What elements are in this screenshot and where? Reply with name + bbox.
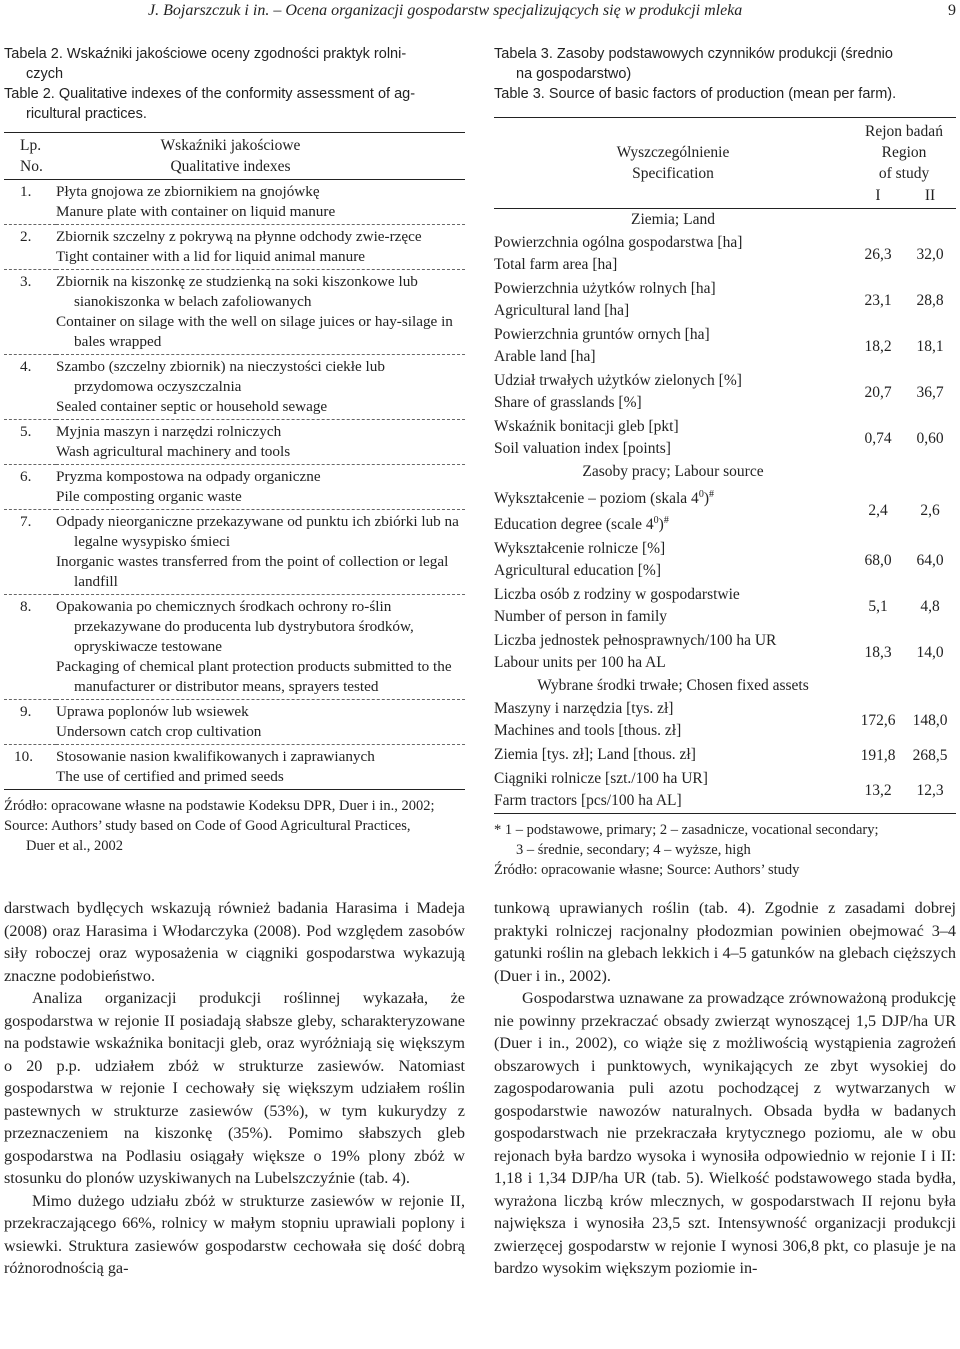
table3-value-II: 4,8	[920, 597, 940, 615]
table3-value-II: 14,0	[916, 643, 944, 661]
table3-row-en-text: Education degree (scale 4	[494, 516, 654, 534]
table2-row-en: Pile composting organic waste	[56, 488, 242, 505]
table2-row	[4, 180, 465, 225]
table3-row-en: Soil valuation index [points]	[494, 440, 671, 457]
table2-row-number: 6.	[4, 465, 56, 510]
table3-row-label	[494, 767, 852, 814]
table3-row	[494, 277, 956, 323]
table2-row-text	[56, 465, 465, 510]
table3-row-pl	[494, 484, 852, 510]
table3-row-pl-tail: )	[703, 490, 709, 508]
table2-head-col-pl: Wskaźniki jakościowe	[160, 137, 301, 154]
table3-value-I: 172,6	[860, 711, 896, 729]
table3-value-II: 2,6	[920, 501, 940, 519]
table2-row-text	[56, 420, 465, 465]
table2-row-en: Packaging of chemical plant protection products submitted to the manufacturer or distributor means, sprayers tested	[56, 658, 452, 695]
table3-value-I: 2,4	[868, 501, 888, 519]
table3-row-en: Total farm area [ha]	[494, 256, 618, 273]
table3-row-label	[494, 537, 852, 583]
table3-footnote-3: Źródło: opracowanie własne; Source: Authors’ study	[494, 862, 800, 879]
table3-row	[494, 323, 956, 369]
table3-row-pl-mark: #	[708, 489, 714, 500]
table3-caption-pl-1: Tabela 3. Zasoby podstawowych czynników produkcji (średnio	[494, 46, 893, 62]
table3-row	[494, 231, 956, 277]
table2-row-number: 7.	[4, 510, 56, 595]
table3-section-assets	[494, 675, 956, 697]
table2-caption-pl-2: czych	[26, 66, 64, 82]
page-number: 9	[948, 2, 956, 19]
table2-row	[4, 465, 465, 510]
table3-footnote-2: 3 – średnie, secondary; 4 – wyższe, high	[516, 842, 751, 859]
table3-footnote	[494, 820, 956, 880]
table3-row-label	[494, 323, 852, 369]
body-left-p3: Mimo dużego udziału zbóż w strukturze zasiewów w rejonie II, przekraczającego 66%, rolnicy w małym stopniu uprawiali poplony i wsiewki. Struktura zasiewów gospodarstw cechowała się dość dobrą różnorodnością ga-	[4, 1191, 465, 1277]
table2-row-en: Undersown catch crop cultivation	[56, 723, 262, 740]
table2-head-no	[4, 133, 56, 180]
table2-block	[4, 44, 465, 856]
table3-value-II: 18,1	[916, 337, 944, 355]
table2-head-col	[56, 133, 465, 180]
table3-value-I: 18,3	[864, 643, 892, 661]
table2-row-pl: Szambo (szczelny zbiornik) na nieczystości ciekłe lub przydomowa oczyszczalnia	[56, 358, 385, 395]
table3-section-land	[494, 209, 956, 232]
table3-row-pl: Udział trwałych użytków zielonych [%]	[494, 372, 742, 389]
table3-caption-en: Table 3. Source of basic factors of production (mean per farm).	[494, 86, 897, 102]
table2-caption-pl-1: Tabela 2. Wskaźniki jakościowe oceny zgodności praktyk rolni-	[4, 46, 407, 62]
table2-row-en: Wash agricultural machinery and tools	[56, 443, 291, 460]
table3-value-I: 191,8	[860, 746, 896, 764]
table2-head-no-en: No.	[20, 158, 43, 175]
table3-row-label	[494, 583, 852, 629]
table3-row-label	[494, 483, 852, 537]
table3-head-region-2: Region	[881, 144, 927, 161]
table3-head-II: II	[904, 184, 956, 209]
table3-value-I: 20,7	[864, 383, 892, 401]
table3-head-region-3: of study	[878, 165, 930, 182]
table3-value-II: 148,0	[912, 711, 948, 729]
table3-row-en: Number of person in family	[494, 608, 668, 626]
table2	[4, 132, 465, 790]
table2-row-number: 2.	[4, 225, 56, 270]
table3-head-region	[852, 118, 956, 185]
table3-row-pl: Ziemia [tys. zł]; Land [thous. zł]	[494, 746, 696, 764]
table3-value-II: 64,0	[916, 551, 944, 569]
body-text-right	[494, 897, 956, 1280]
table2-row	[4, 420, 465, 465]
table3-row	[494, 483, 956, 537]
table3-row-label	[494, 629, 852, 675]
body-right-p1: tunkową uprawianych roślin (tab. 4). Zgodnie z zasadami dobrej praktyki rolniczej racjonalny płodozmian powinien obejmować 3–4 gatunki roślin na glebach lekkich i 4–5 gatunków na glebach cięższych (Duer i in., 2002).	[494, 899, 956, 985]
table2-row-text	[56, 270, 465, 355]
table2-row-number: 4.	[4, 355, 56, 420]
table3-section-labour	[494, 461, 956, 483]
table2-row-pl: Odpady nieorganiczne przekazywane od punktu ich zbiórki lub na legalne wysypisko śmieci	[56, 513, 459, 550]
table3-row-en: Agricultural land [ha]	[494, 302, 630, 319]
table3-header-row	[494, 118, 956, 185]
table2-row-text	[56, 510, 465, 595]
table2-source	[4, 796, 465, 856]
table2-row	[4, 595, 465, 700]
table3-row-en: Machines and tools [thous. zł]	[494, 722, 682, 740]
table2-row-text	[56, 700, 465, 745]
table3-row-en-mark: #	[663, 515, 669, 527]
table2-source-1: Źródło: opracowane własne na podstawie Kodeksu DPR, Duer i in., 2002;	[4, 798, 435, 814]
table3-value-I: 13,2	[852, 767, 904, 814]
table3-row	[494, 743, 956, 767]
table3-value-II: 32,0	[916, 245, 944, 263]
table3-row-label	[494, 369, 852, 415]
table3-section-assets-label: Wybrane środki trwałe; Chosen fixed assets	[537, 677, 809, 695]
table3-row-label	[494, 697, 852, 743]
table2-caption	[4, 44, 465, 124]
table2-row	[4, 700, 465, 745]
table2-row-en: Sealed container septic or household sewage	[56, 398, 328, 415]
table3-row	[494, 415, 956, 461]
table2-row-number: 8.	[4, 595, 56, 700]
table2-row-en: Inorganic wastes transferred from the point of collection or legal landfill	[56, 553, 449, 590]
table3-value-II: 28,8	[916, 291, 944, 309]
table2-row-text	[56, 745, 465, 790]
table3-value-II: 0,60	[916, 429, 944, 447]
table2-row-pl: Płyta gnojowa ze zbiornikiem na gnojówkę	[56, 183, 320, 200]
table2-row-number: 9.	[4, 700, 56, 745]
table3-row-en: Share of grasslands [%]	[494, 394, 642, 411]
table2-row-pl: Uprawa poplonów lub wsiewek	[56, 703, 249, 720]
body-left-p2: Analiza organizacji produkcji roślinnej wykazała, że gospodarstwa w rejonie II posiadają słabsze gleby, scharakteryzowane na podstawie wskaźnika bonitacji gleb, oraz wyróżniają się większym o 20 p.p. udziałem zbóż w strukturze zasiewów. Natomiast gospodarstwa w rejonie I cechowały się większym udziałem roślin pastewnych w strukturze zasiewów (53%), w tym kukurydzy z przeznaczeniem na kiszonkę (35%). Pomimo słabszych gleb gospodarstwa na Podlasiu osiągały większe o 19% plony zbóż w stosunku do plonów uzyskiwanych na Lubelszczyźnie (tab. 4).	[4, 989, 465, 1187]
table2-caption-en-2: ricultural practices.	[26, 106, 147, 122]
table2-row-pl: Myjnia maszyn i narzędzi rolniczych	[56, 423, 282, 440]
table3-value-I: 5,1	[868, 597, 888, 615]
table3-row-pl: Powierzchnia ogólna gospodarstwa [ha]	[494, 234, 743, 251]
table3-row-pl: Powierzchnia gruntów ornych [ha]	[494, 326, 710, 343]
table2-source-2: Source: Authors’ study based on Code of Good Agricultural Practices,	[4, 818, 411, 834]
table2-row-text	[56, 595, 465, 700]
table2-row	[4, 510, 465, 595]
table3-row-pl: Maszyny i narzędzia [tys. zł]	[494, 700, 674, 718]
body-right-p2: Gospodarstwa uznawane za prowadzące zrównoważoną produkcję nie powinny przekraczać obsady zwierząt wynoszącej 1,5 DJP/ha UR (Duer i in., 2002), co wiąże się z możliwością wystąpienia zagrożeń obszarowych i punktowych, wynikających ze zbyt wysokiej do zagospodarowania puli azotu pochodzącej z wytwarzanych w gospodarstwie nawozów naturalnych. Obsada bydła w badanych gospodarstwach nie przekraczała krytycznego poziomu, ale w obu rejonach była bardzo wysoka i wynosiła odpowiednio w rejonie I i II: 1,18 i 1,34 DJP/ha UR (tab. 5). Wielkość podstawowego stada bydła, wyrażona liczbą krów mlecznych, w gospodarstwach II rejonu była największa i wynosiła 23,5 szt. Intensywność organizacji produkcji zwierzęcej gospodarstw w rejonie I wynosi 306,8 pkt, co plasuje je na bardzo wysokim większym poziomie in-	[494, 989, 956, 1277]
table2-row-number: 1.	[4, 180, 56, 225]
table3-row-en: Labour units per 100 ha AL	[494, 654, 666, 672]
table3-row-pl: Powierzchnia użytków rolnych [ha]	[494, 280, 716, 297]
table3-row-en-tail: )	[658, 516, 664, 534]
table3-head-spec	[494, 118, 852, 209]
table2-row	[4, 355, 465, 420]
table3-row-pl: Wskaźnik bonitacji gleb [pkt]	[494, 418, 679, 435]
table2-row-en: The use of certified and primed seeds	[56, 768, 284, 785]
running-header	[0, 2, 960, 24]
table2-row-en: Tight container with a lid for liquid animal manure	[56, 248, 366, 265]
table3-value-I: 26,3	[864, 245, 892, 263]
table2-head-col-en: Qualitative indexes	[170, 158, 291, 175]
table2-caption-en-1: Table 2. Qualitative indexes of the conformity assessment of ag-	[4, 86, 416, 102]
table3-row-en: Arable land [ha]	[494, 348, 596, 365]
table2-row-number: 10.	[4, 745, 56, 790]
table3-row-label	[494, 415, 852, 461]
table2-row	[4, 745, 465, 790]
table2-row-number: 3.	[4, 270, 56, 355]
table3-value-II: 268,5	[912, 746, 948, 764]
table3-row-pl: Ciągniki rolnicze [szt./100 ha UR]	[494, 770, 708, 788]
table2-head-no-pl: Lp.	[20, 137, 42, 154]
header-title: J. Bojarszczuk i in. – Ocena organizacji gospodarstw specjalizujących się w produkcji mleka	[148, 2, 743, 19]
table2-row-text	[56, 180, 465, 225]
table3-footnote-1: * 1 – podstawowe, primary; 2 – zasadnicze, vocational secondary;	[494, 822, 879, 839]
table3-row-en: Agricultural education [%]	[494, 562, 661, 580]
table3-section-land-label: Ziemia; Land	[631, 211, 715, 228]
table3-head-I: I	[852, 184, 904, 209]
table2-row-text	[56, 355, 465, 420]
table3-value-I: 18,2	[864, 337, 892, 355]
table2-row	[4, 225, 465, 270]
table3-row-en-sup: 0	[653, 515, 659, 527]
table3-section-labour-label: Zasoby pracy; Labour source	[582, 463, 764, 480]
table3-row-pl: Wykształcenie rolnicze [%]	[494, 540, 666, 558]
table3-row-pl: Liczba osób z rodziny w gospodarstwie	[494, 586, 740, 604]
table2-row-number: 5.	[4, 420, 56, 465]
table3-row	[494, 583, 956, 629]
table3-row-pl: Liczba jednostek pełnosprawnych/100 ha UR	[494, 632, 777, 650]
table2-row-en: Container on silage with the well on silage juices or hay-silage in bales wrapped	[56, 313, 453, 350]
table3-row-pl-text: Wykształcenie – poziom (skala 4	[494, 490, 699, 508]
table3-value-I: 68,0	[864, 551, 892, 569]
table3-value-II: 12,3	[904, 767, 956, 814]
table3-caption-pl-2: na gospodarstwo)	[516, 66, 632, 82]
table3-caption	[494, 44, 956, 104]
table2-row-pl: Stosowanie nasion kwalifikowanych i zaprawianych	[56, 748, 375, 765]
table3-block	[494, 44, 956, 880]
table2-row-pl: Zbiornik na kiszonkę ze studzienką na soki kiszonkowe lub sianokiszonka w belach zafoliowanych	[56, 273, 418, 310]
table2-source-3: Duer et al., 2002	[26, 838, 124, 854]
table2-header-row	[4, 133, 465, 180]
table3-row	[494, 697, 956, 743]
body-left-p1: darstwach bydlęcych wskazują również badania Harasima i Madeja (2008) oraz Harasima i Włodarczyka (2008). Pod względem zasobów siły roboczej oraz wyposażenia w ciągniki gospodarstwa wykazują znaczne podobieństwo.	[4, 899, 465, 985]
table3-head-region-1: Rejon badań	[865, 123, 943, 140]
table3-row-label	[494, 231, 852, 277]
table3	[494, 117, 956, 814]
table2-row-pl: Pryzma kompostowa na odpady organiczne	[56, 468, 321, 485]
table3-row	[494, 369, 956, 415]
table3-head-spec-en: Specification	[632, 165, 714, 182]
table3-row-en: Farm tractors [pcs/100 ha AL]	[494, 792, 682, 810]
table3-row-label	[494, 743, 852, 767]
table2-row-pl: Zbiornik szczelny z pokrywą na płynne odchody zwie-rzęce	[56, 228, 422, 245]
table2-row-en: Manure plate with container on liquid manure	[56, 203, 336, 220]
table2-row	[4, 270, 465, 355]
table3-row-pl-sup: 0	[698, 489, 704, 500]
table3-row	[494, 537, 956, 583]
table3-row-label	[494, 277, 852, 323]
table3-row	[494, 767, 956, 814]
table3-row	[494, 629, 956, 675]
table3-row-en	[494, 510, 852, 536]
table3-value-I: 23,1	[864, 291, 892, 309]
body-text-left	[4, 897, 465, 1280]
table2-row-text	[56, 225, 465, 270]
table2-row-pl: Opakowania po chemicznych środkach ochrony ro-ślin przekazywane do producenta lub dystrybutora środków, opryskiwacze testowane	[56, 598, 414, 655]
table3-value-I: 0,74	[864, 429, 892, 447]
table3-head-spec-pl: Wyszczególnienie	[616, 144, 730, 161]
table3-value-II: 36,7	[916, 383, 944, 401]
